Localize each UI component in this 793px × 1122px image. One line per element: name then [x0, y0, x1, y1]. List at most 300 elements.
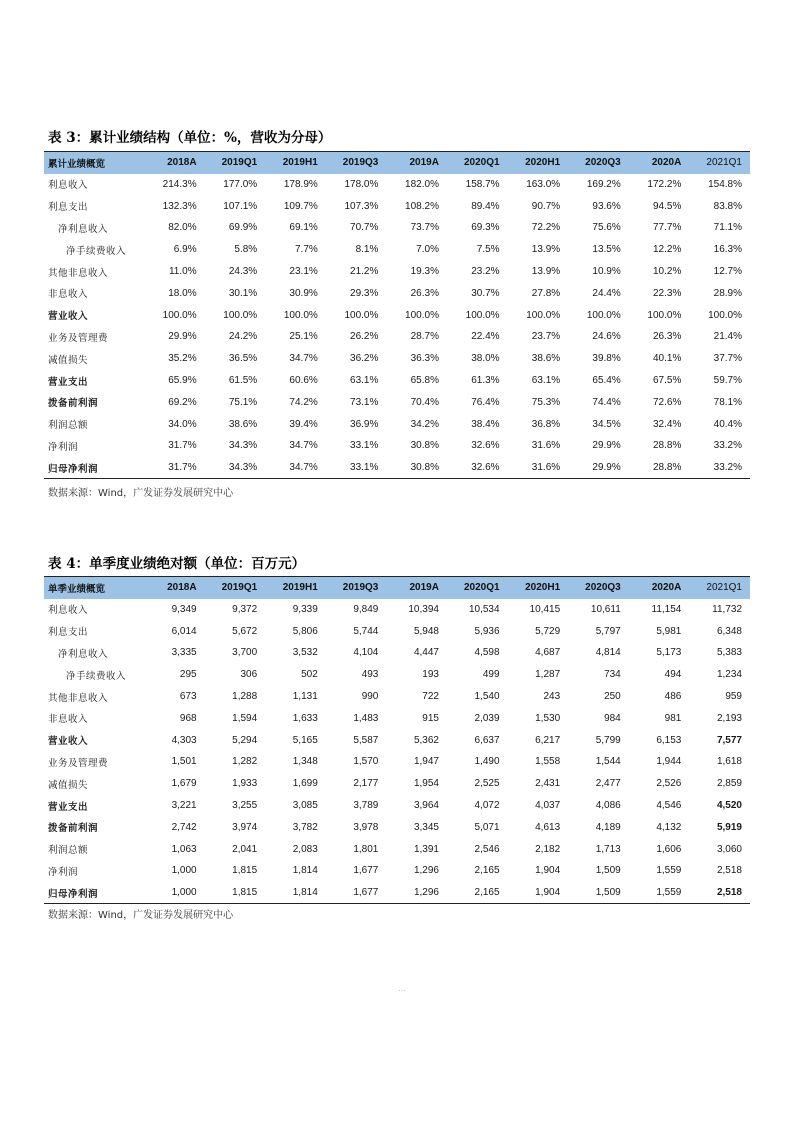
- table-cell: 22.3%: [652, 287, 682, 299]
- table-cell: 2,742: [171, 821, 197, 833]
- table-cell: 6,348: [716, 625, 742, 637]
- table-cell: 9,849: [353, 603, 379, 615]
- table-cell: 12.2%: [652, 244, 682, 256]
- table-cell: 31.7%: [144, 457, 205, 479]
- table-cell: 959: [725, 691, 742, 703]
- table-row: [44, 707, 750, 729]
- table-cell: 30.8%: [386, 457, 447, 479]
- table-cell: 34.7%: [289, 353, 318, 365]
- table-cell: 984: [604, 712, 621, 724]
- column-header: 2019Q3: [326, 152, 387, 174]
- table-cell: 132.3%: [162, 200, 197, 212]
- table-row: [44, 261, 750, 283]
- table-cell: 90.7%: [531, 200, 561, 212]
- table-cell: 1,559: [656, 865, 682, 877]
- table-cell: 25.1%: [289, 331, 318, 343]
- table-row: [44, 751, 750, 773]
- row-label: 净手续费收入: [66, 245, 127, 257]
- table-row: [44, 642, 750, 664]
- table-cell: 29.3%: [350, 287, 379, 299]
- table-cell: 2,477: [595, 778, 621, 790]
- table-cell: 1,483: [353, 712, 379, 724]
- table-cell: 3,085: [292, 800, 318, 812]
- table-cell: 30.8%: [410, 440, 439, 452]
- table-cell: 4,086: [595, 800, 621, 812]
- table-cell: 28.7%: [410, 331, 439, 343]
- table-cell: 1,954: [413, 778, 439, 790]
- table-row: [44, 599, 750, 621]
- table-cell: 214.3%: [162, 178, 197, 190]
- column-header: 2020Q3: [568, 152, 629, 174]
- table-cell: 21.2%: [350, 266, 379, 278]
- table-cell: 70.7%: [350, 222, 379, 234]
- table-cell: 3,789: [353, 800, 379, 812]
- row-label: 拨备前利润: [48, 823, 99, 835]
- table-cell: 1,234: [716, 669, 742, 681]
- quarterly-absolute-table: [44, 576, 750, 904]
- table-cell: 5,294: [232, 734, 258, 746]
- table-cell: 63.1%: [531, 375, 561, 387]
- row-label: 拨备前利润: [48, 398, 99, 410]
- table-cell: 30.9%: [289, 287, 318, 299]
- table-cell: 23.1%: [289, 266, 318, 278]
- row-label: 归母净利润: [44, 457, 144, 479]
- table-cell: 40.1%: [652, 353, 682, 365]
- table-cell: 2,518: [716, 865, 742, 877]
- table-cell: 1,814: [265, 882, 326, 904]
- table-cell: 178.9%: [283, 178, 318, 190]
- table-cell: 34.3%: [228, 440, 258, 452]
- table-cell: 10,611: [590, 603, 621, 615]
- table-cell: 4,546: [656, 800, 682, 812]
- table-cell: 31.6%: [508, 457, 569, 479]
- row-label: 业务及管理费: [48, 757, 109, 769]
- table-cell: 75.3%: [531, 396, 561, 408]
- column-header: 2018A: [144, 577, 205, 599]
- table-cell: 2,177: [353, 778, 379, 790]
- row-label: 利息收入: [48, 605, 89, 617]
- table-cell: 35.2%: [168, 353, 197, 365]
- table-cell: 61.5%: [228, 375, 258, 387]
- table-cell: 2,431: [535, 778, 561, 790]
- table-cell: 34.5%: [592, 418, 621, 430]
- table-cell: 29.9%: [168, 331, 197, 343]
- table-cell: 182.0%: [405, 178, 439, 190]
- table-cell: 3,532: [292, 647, 318, 659]
- table-cell: 75.1%: [228, 396, 258, 408]
- table-row: [44, 282, 750, 304]
- table-cell: 27.8%: [531, 287, 561, 299]
- table-cell: 26.3%: [410, 287, 439, 299]
- table-cell: 178.0%: [344, 178, 379, 190]
- row-label: 利息支出: [48, 202, 89, 214]
- column-header: 2019H1: [265, 577, 326, 599]
- table-cell: 23.2%: [471, 266, 500, 278]
- table-cell: 1,947: [413, 756, 439, 768]
- column-header: 2020Q3: [568, 577, 629, 599]
- table-cell: 3,978: [353, 821, 379, 833]
- table-cell: 63.1%: [350, 375, 379, 387]
- table-cell: 4,613: [535, 821, 561, 833]
- table-cell: 24.6%: [592, 331, 621, 343]
- table-cell: 4,814: [595, 647, 621, 659]
- table-cell: 1,296: [386, 882, 447, 904]
- table-cell: 4,104: [353, 647, 379, 659]
- table-cell: 8.1%: [355, 244, 379, 256]
- row-label: 净利润: [48, 441, 79, 453]
- table-cell: 2,526: [656, 778, 682, 790]
- table-cell: 74.2%: [289, 396, 318, 408]
- column-header: 2020Q1: [447, 577, 508, 599]
- table-cell: 93.6%: [592, 200, 621, 212]
- table-cell: 3,964: [413, 800, 439, 812]
- table-cell: 1,679: [171, 778, 197, 790]
- table-cell: 3,221: [171, 800, 197, 812]
- table-cell: 1,713: [595, 843, 621, 855]
- table-cell: 100.0%: [647, 309, 682, 321]
- table-cell: 31.7%: [168, 440, 197, 452]
- table-cell: 34.7%: [289, 440, 318, 452]
- table-cell: 100.0%: [223, 309, 258, 321]
- table-cell: 5,173: [656, 647, 682, 659]
- table-row: [44, 882, 750, 904]
- table-cell: 3,255: [232, 800, 258, 812]
- table-cell: 78.1%: [713, 396, 742, 408]
- table-cell: 6,217: [535, 734, 561, 746]
- row-label: 营业支出: [48, 801, 89, 813]
- table-cell: 5,797: [595, 625, 621, 637]
- table-cell: 1,288: [232, 691, 258, 703]
- table-cell: 1,815: [232, 865, 258, 877]
- table-cell: 1,296: [413, 865, 439, 877]
- table-cell: 5,362: [413, 734, 439, 746]
- table-cell: 100.0%: [162, 309, 197, 321]
- table-cell: 5,936: [474, 625, 500, 637]
- table-cell: 30.1%: [228, 287, 258, 299]
- table-cell: 69.1%: [289, 222, 318, 234]
- table-cell: 82.0%: [168, 222, 197, 234]
- table-cell: 673: [179, 691, 197, 703]
- table-cell: 108.2%: [405, 200, 439, 212]
- row-label: 利息收入: [48, 180, 89, 192]
- row-label: 利息支出: [48, 627, 89, 639]
- table-cell: 1,815: [205, 882, 266, 904]
- table-cell: 10,415: [529, 603, 561, 615]
- table-3-title: 表 3：累计业绩结构（单位：%，营收为分母）: [48, 130, 332, 146]
- table-cell: 1,287: [535, 669, 561, 681]
- table-cell: 990: [361, 691, 379, 703]
- table-cell: 2,525: [474, 778, 500, 790]
- table-cell: 4,303: [171, 734, 197, 746]
- table-cell: 1,282: [232, 756, 258, 768]
- table-cell: 2,083: [292, 843, 318, 855]
- table-header-row: [44, 152, 750, 174]
- table-row: [44, 239, 750, 261]
- table-cell: 2,859: [716, 778, 742, 790]
- table-cell: 158.7%: [465, 178, 500, 190]
- table-cell: 69.3%: [471, 222, 500, 234]
- table-cell: 3,060: [716, 843, 742, 855]
- table-cell: 5,587: [353, 734, 379, 746]
- table-cell: 243: [543, 691, 561, 703]
- table-cell: 968: [179, 712, 197, 724]
- table-cell: 65.9%: [168, 375, 197, 387]
- row-label: 净利息收入: [58, 223, 109, 235]
- row-label: 非息收入: [48, 289, 89, 301]
- table-cell: 502: [301, 669, 318, 681]
- table-cell: 107.3%: [344, 200, 379, 212]
- table-cell: 2,165: [474, 865, 500, 877]
- table-cell: 9,349: [171, 603, 197, 615]
- table-cell: 16.3%: [713, 244, 742, 256]
- table-cell: 172.2%: [647, 178, 682, 190]
- table-cell: 37.7%: [713, 353, 742, 365]
- table-cell: 163.0%: [526, 178, 561, 190]
- table-cell: 19.3%: [410, 266, 439, 278]
- table-cell: 38.0%: [471, 353, 500, 365]
- table-cell: 36.9%: [350, 418, 379, 430]
- table-cell: 32.4%: [652, 418, 682, 430]
- table-cell: 65.8%: [410, 375, 439, 387]
- row-label: 净手续费收入: [66, 670, 127, 682]
- table-row: [44, 620, 750, 642]
- table-cell: 31.6%: [531, 440, 561, 452]
- table-cell: 734: [604, 669, 621, 681]
- table-cell: 83.8%: [713, 200, 742, 212]
- table-cell: 1,490: [474, 756, 500, 768]
- table-header-row: [44, 577, 750, 599]
- table-cell: 39.4%: [289, 418, 318, 430]
- table-cell: 722: [422, 691, 439, 703]
- table-cell: 494: [664, 669, 682, 681]
- table-cell: 6,637: [474, 734, 500, 746]
- table-cell: 1,944: [656, 756, 682, 768]
- table-cell: 73.1%: [350, 396, 379, 408]
- table-cell: 26.3%: [652, 331, 682, 343]
- table-cell: 59.7%: [713, 375, 742, 387]
- table-cell: 28.9%: [713, 287, 742, 299]
- table-4-title: 表 4：单季度业绩绝对额（单位：百万元）: [48, 556, 306, 572]
- table-cell: 4,447: [413, 647, 439, 659]
- table-cell: 38.6%: [531, 353, 561, 365]
- table-cell: 40.4%: [713, 418, 742, 430]
- table-cell: 100.0%: [344, 309, 379, 321]
- table-cell: 295: [179, 669, 197, 681]
- table-cell: 5,806: [292, 625, 318, 637]
- table-cell: 21.4%: [713, 331, 742, 343]
- table-cell: 1,509: [568, 882, 629, 904]
- table-cell: 1,509: [595, 865, 621, 877]
- table-cell: 11,154: [651, 603, 682, 615]
- table-cell: 1,618: [716, 756, 742, 768]
- table-row: [44, 686, 750, 708]
- table-cell: 33.2%: [713, 440, 742, 452]
- row-label: 减值损失: [48, 354, 89, 366]
- table-cell: 1,570: [353, 756, 379, 768]
- table-cell: 39.8%: [592, 353, 621, 365]
- table-cell: 169.2%: [586, 178, 621, 190]
- table-cell: 24.3%: [228, 266, 258, 278]
- table-cell: 32.6%: [447, 457, 508, 479]
- table-row: [44, 348, 750, 370]
- row-label: 其他非息收入: [48, 267, 109, 279]
- table-cell: 10.2%: [652, 266, 682, 278]
- table-cell: 18.0%: [168, 287, 197, 299]
- table-cell: 5,744: [353, 625, 379, 637]
- column-header-label: 累计业绩概览: [44, 152, 144, 174]
- table-cell: 3,345: [413, 821, 439, 833]
- table-cell: 7.0%: [416, 244, 439, 256]
- table-cell: 4,072: [474, 800, 500, 812]
- table-cell: 100.0%: [708, 309, 742, 321]
- table-cell: 981: [664, 712, 682, 724]
- table-cell: 75.6%: [592, 222, 621, 234]
- table-row: [44, 195, 750, 217]
- table-cell: 6,014: [171, 625, 197, 637]
- table-cell: 177.0%: [223, 178, 258, 190]
- table-cell: 306: [240, 669, 258, 681]
- table-4-source: 数据来源：Wind，广发证券发展研究中心: [48, 910, 234, 921]
- table-cell: 1,904: [508, 882, 569, 904]
- table-cell: 70.4%: [410, 396, 439, 408]
- table-cell: 22.4%: [471, 331, 500, 343]
- table-cell: 5,948: [413, 625, 439, 637]
- row-label: 其他非息收入: [48, 692, 109, 704]
- table-row: [44, 860, 750, 882]
- table-row: [44, 370, 750, 392]
- column-header: 2019A: [386, 577, 447, 599]
- table-cell: 69.2%: [168, 396, 197, 408]
- table-cell: 38.4%: [471, 418, 500, 430]
- page-marker: ···: [398, 986, 406, 995]
- table-cell: 1,558: [535, 756, 561, 768]
- table-row: [44, 174, 750, 196]
- table-cell: 5,919: [716, 821, 742, 833]
- table-cell: 3,782: [292, 821, 318, 833]
- table-row: [44, 773, 750, 795]
- table-cell: 5.8%: [234, 244, 258, 256]
- table-cell: 1,904: [535, 865, 561, 877]
- table-cell: 34.0%: [168, 418, 197, 430]
- row-label: 减值损失: [48, 779, 89, 791]
- table-cell: 26.2%: [350, 331, 379, 343]
- table-cell: 1,699: [292, 778, 318, 790]
- table-cell: 11,732: [712, 603, 742, 615]
- table-cell: 2,193: [716, 712, 742, 724]
- table-cell: 2,546: [474, 843, 500, 855]
- table-cell: 34.2%: [410, 418, 439, 430]
- column-header: 2020H1: [508, 577, 569, 599]
- table-cell: 1,000: [144, 882, 205, 904]
- table-cell: 5,981: [656, 625, 682, 637]
- table-cell: 3,335: [171, 647, 197, 659]
- table-cell: 1,633: [292, 712, 318, 724]
- table-cell: 109.7%: [283, 200, 318, 212]
- table-cell: 100.0%: [283, 309, 318, 321]
- table-cell: 6,153: [656, 734, 682, 746]
- table-cell: 65.4%: [592, 375, 621, 387]
- table-cell: 486: [664, 691, 682, 703]
- table-cell: 5,071: [474, 821, 500, 833]
- table-cell: 5,672: [232, 625, 258, 637]
- row-label: 非息收入: [48, 714, 89, 726]
- table-cell: 1,801: [353, 843, 379, 855]
- table-cell: 13.9%: [531, 244, 561, 256]
- table-cell: 73.7%: [410, 222, 439, 234]
- table-cell: 10,394: [408, 603, 439, 615]
- row-label: 净利润: [48, 866, 79, 878]
- column-header-label: 单季业绩概览: [44, 577, 144, 599]
- table-cell: 71.1%: [713, 222, 742, 234]
- table-cell: 4,687: [535, 647, 561, 659]
- table-cell: 34.7%: [265, 457, 326, 479]
- table-cell: 9,372: [232, 603, 258, 615]
- column-header: 2020A: [629, 152, 690, 174]
- table-cell: 32.6%: [471, 440, 500, 452]
- row-label: 业务及管理费: [48, 332, 109, 344]
- table-cell: 2,041: [232, 843, 258, 855]
- table-cell: 2,518: [689, 882, 750, 904]
- table-cell: 36.5%: [228, 353, 258, 365]
- column-header: 2019Q1: [205, 577, 266, 599]
- table-row: [44, 413, 750, 435]
- table-row: [44, 326, 750, 348]
- table-cell: 1,501: [171, 756, 197, 768]
- table-row: [44, 457, 750, 479]
- table-cell: 1,540: [474, 691, 500, 703]
- table-cell: 3,974: [232, 821, 258, 833]
- table-cell: 1,391: [413, 843, 439, 855]
- table-cell: 36.8%: [531, 418, 561, 430]
- table-cell: 7.5%: [476, 244, 500, 256]
- table-row: [44, 838, 750, 860]
- cumulative-performance-table: [44, 151, 750, 479]
- table-cell: 24.4%: [592, 287, 621, 299]
- table-cell: 13.5%: [592, 244, 621, 256]
- table-cell: 74.4%: [592, 396, 621, 408]
- table-cell: 193: [422, 669, 439, 681]
- table-cell: 69.9%: [228, 222, 258, 234]
- table-cell: 29.9%: [568, 457, 629, 479]
- table-cell: 5,799: [595, 734, 621, 746]
- table-cell: 1,677: [326, 882, 387, 904]
- table-cell: 36.2%: [350, 353, 379, 365]
- table-cell: 23.7%: [531, 331, 561, 343]
- table-row: [44, 391, 750, 413]
- column-header: 2021Q1: [689, 577, 750, 599]
- table-cell: 7,577: [716, 734, 742, 746]
- table-cell: 1,348: [292, 756, 318, 768]
- table-cell: 1,933: [232, 778, 258, 790]
- table-cell: 72.2%: [531, 222, 561, 234]
- table-cell: 60.6%: [289, 375, 318, 387]
- table-cell: 38.6%: [228, 418, 258, 430]
- table-cell: 1,594: [232, 712, 258, 724]
- table-cell: 28.8%: [629, 457, 690, 479]
- table-cell: 915: [422, 712, 439, 724]
- row-label: 归母净利润: [44, 882, 144, 904]
- column-header: 2019Q3: [326, 577, 387, 599]
- row-label: 净利息收入: [58, 648, 109, 660]
- table-cell: 1,559: [629, 882, 690, 904]
- table-cell: 1,677: [353, 865, 379, 877]
- table-row: [44, 217, 750, 239]
- table-cell: 493: [361, 669, 379, 681]
- table-cell: 5,729: [535, 625, 561, 637]
- table-cell: 24.2%: [228, 331, 258, 343]
- table-cell: 1,131: [292, 691, 318, 703]
- table-cell: 12.7%: [713, 266, 742, 278]
